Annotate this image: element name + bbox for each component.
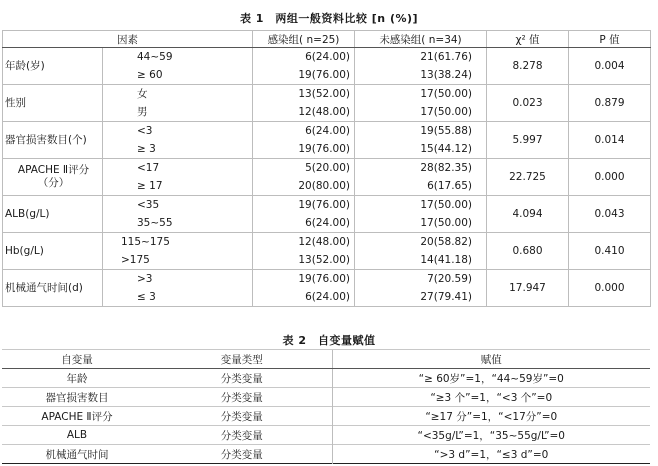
- table1: [2, 30, 651, 307]
- uninfected-count: 28(82.35): [420, 162, 472, 174]
- table1-row: [3, 196, 651, 233]
- variable-assignment: “>3 d”=1，“≤3 d”=0: [332, 445, 650, 464]
- table1-row: [3, 159, 651, 196]
- uninfected-count: 15(44.12): [420, 143, 472, 155]
- table2-row: [2, 426, 650, 445]
- chi2-value: 0.023: [487, 85, 569, 122]
- uninfected-count: 17(50.00): [420, 217, 472, 229]
- infected-count: 13(52.00): [298, 254, 350, 266]
- header-assignment: 赋值: [332, 350, 650, 369]
- infected-count: 6(24.00): [305, 125, 350, 137]
- infected-count: 6(24.00): [305, 51, 350, 63]
- variable-name: 机械通气时间: [2, 445, 152, 464]
- factor-level: <3: [137, 125, 153, 137]
- factor-level: >3: [137, 273, 153, 285]
- variable-name: ALB: [2, 426, 152, 445]
- infected-count: 13(52.00): [298, 88, 350, 100]
- infected-count: 6(24.00): [305, 217, 350, 229]
- chi2-value: 17.947: [487, 270, 569, 307]
- header-uninfected: 未感染组( n=34): [355, 31, 487, 48]
- factor-level: ≥ 17: [137, 180, 163, 192]
- table1-row: [3, 270, 651, 307]
- table1-row: [3, 122, 651, 159]
- infected-count: 20(80.00): [298, 180, 350, 192]
- table2-row: [2, 445, 650, 464]
- variable-assignment: “≥3 个”=1，“<3 个”=0: [332, 388, 650, 407]
- variable-name: 器官损害数目: [2, 388, 152, 407]
- factor-name: ALB(g/L): [3, 196, 103, 233]
- header-chi2: χ² 值: [487, 31, 569, 48]
- table2-row: [2, 407, 650, 426]
- factor-level: <35: [137, 199, 160, 211]
- p-value: 0.879: [569, 85, 651, 122]
- uninfected-count: 17(50.00): [420, 88, 472, 100]
- header-factor: 因素: [3, 31, 253, 48]
- variable-assignment: “≥17 分”=1，“<17分”=0: [332, 407, 650, 426]
- p-value: 0.004: [569, 48, 651, 85]
- variable-type: 分类变量: [152, 388, 332, 407]
- factor-level: 115~175: [121, 236, 170, 248]
- chi2-value: 5.997: [487, 122, 569, 159]
- factor-level: ≥ 3: [137, 143, 156, 155]
- uninfected-count: 19(55.88): [420, 125, 472, 137]
- p-value: 0.014: [569, 122, 651, 159]
- factor-level: ≤ 3: [137, 291, 156, 303]
- factor-name: Hb(g/L): [3, 233, 103, 270]
- uninfected-count: 7(20.59): [427, 273, 472, 285]
- infected-count: 19(76.00): [298, 273, 350, 285]
- variable-type: 分类变量: [152, 426, 332, 445]
- table2-caption: 表 2 自变量赋值: [282, 334, 376, 347]
- factor-level: 男: [137, 106, 148, 118]
- infected-count: 19(76.00): [298, 69, 350, 81]
- p-value: 0.043: [569, 196, 651, 233]
- chi2-value: 0.680: [487, 233, 569, 270]
- header-variable-type: 变量类型: [152, 350, 332, 369]
- uninfected-count: 20(58.82): [420, 236, 472, 248]
- variable-type: 分类变量: [152, 445, 332, 464]
- uninfected-count: 13(38.24): [420, 69, 472, 81]
- variable-type: 分类变量: [152, 369, 332, 388]
- variable-name: APACHE Ⅱ评分: [2, 407, 152, 426]
- table1-row: [3, 85, 651, 122]
- uninfected-count: 17(50.00): [420, 106, 472, 118]
- uninfected-count: 14(41.18): [420, 254, 472, 266]
- table1-header-row: [3, 31, 651, 48]
- infected-count: 19(76.00): [298, 143, 350, 155]
- infected-count: 5(20.00): [305, 162, 350, 174]
- chi2-value: 8.278: [487, 48, 569, 85]
- table2-row: [2, 388, 650, 407]
- uninfected-count: 17(50.00): [420, 199, 472, 211]
- factor-name: APACHE Ⅱ评分 （分）: [3, 159, 103, 196]
- factor-level: <17: [137, 162, 160, 174]
- header-variable: 自变量: [2, 350, 152, 369]
- factor-level: 女: [137, 88, 148, 100]
- factor-name: 年龄(岁): [3, 48, 103, 85]
- header-p: P 值: [569, 31, 651, 48]
- p-value: 0.000: [569, 159, 651, 196]
- factor-name: 器官损害数目(个): [3, 122, 103, 159]
- p-value: 0.410: [569, 233, 651, 270]
- infected-count: 12(48.00): [298, 106, 350, 118]
- infected-count: 6(24.00): [305, 291, 350, 303]
- chi2-value: 22.725: [487, 159, 569, 196]
- variable-name: 年龄: [2, 369, 152, 388]
- chi2-value: 4.094: [487, 196, 569, 233]
- p-value: 0.000: [569, 270, 651, 307]
- factor-level: ≥ 60: [137, 69, 163, 81]
- factor-level: >175: [121, 254, 150, 266]
- variable-assignment: “≥ 60岁”=1，“44~59岁”=0: [332, 369, 650, 388]
- factor-level: 35~55: [137, 217, 173, 229]
- header-infected: 感染组( n=25): [253, 31, 355, 48]
- table2-header-row: [2, 350, 650, 369]
- uninfected-count: 6(17.65): [427, 180, 472, 192]
- uninfected-count: 27(79.41): [420, 291, 472, 303]
- table2: [2, 349, 650, 464]
- factor-name: 性别: [3, 85, 103, 122]
- table1-caption: 表 1 两组一般资料比较 [n (%)]: [239, 12, 419, 25]
- variable-type: 分类变量: [152, 407, 332, 426]
- infected-count: 19(76.00): [298, 199, 350, 211]
- variable-assignment: “<35g/L”=1，“35~55g/L”=0: [332, 426, 650, 445]
- table2-row: [2, 369, 650, 388]
- factor-level: 44~59: [137, 51, 173, 63]
- factor-name: 机械通气时间(d): [3, 270, 103, 307]
- table1-row: [3, 233, 651, 270]
- infected-count: 12(48.00): [298, 236, 350, 248]
- uninfected-count: 21(61.76): [420, 51, 472, 63]
- table1-row: [3, 48, 651, 85]
